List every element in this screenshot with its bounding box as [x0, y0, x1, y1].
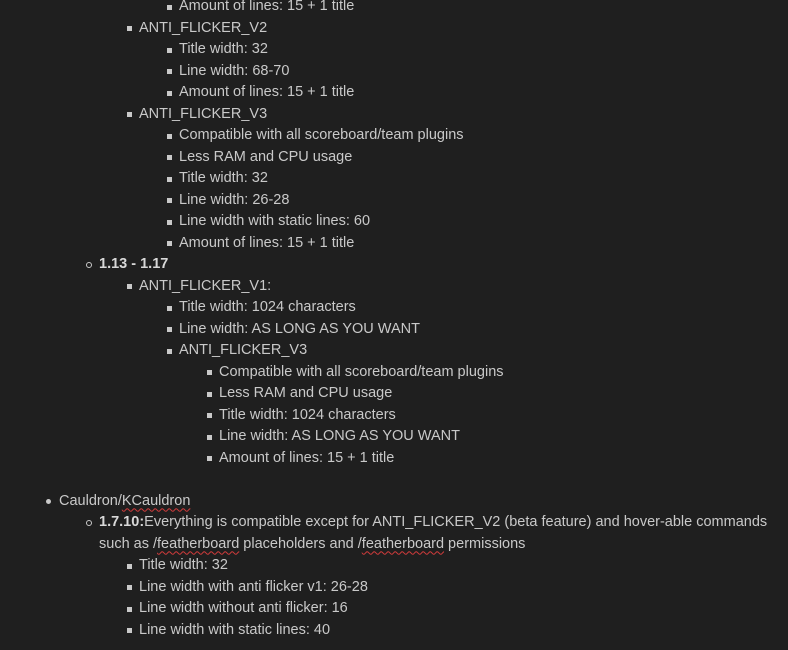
version-text: Everything is compatible except for ANTI_FLICKER_V2 (beta feature) and hover-able commands [144, 514, 768, 530]
version-paragraph [99, 512, 784, 555]
list-item-text: Title width: 32 [139, 557, 228, 573]
list-item [0, 125, 788, 147]
list-item-text: Less RAM and CPU usage [179, 148, 353, 165]
list-item-text: Line width: AS LONG AS YOU WANT [219, 428, 460, 444]
list-item [0, 598, 788, 620]
list-item-text: Title width: 32 [179, 41, 268, 57]
list-item-text: Line width: AS LONG AS YOU WANT [179, 320, 420, 337]
list-item [0, 61, 788, 83]
list-item [0, 82, 788, 104]
list-item-text: Title width: 32 [179, 170, 268, 186]
list-item [0, 340, 788, 362]
list-item [0, 233, 788, 255]
version-text: placeholders and / [239, 535, 362, 552]
list-item-text: Compatible with all scoreboard/team plugins [219, 363, 504, 380]
version-text: such as / [99, 535, 158, 552]
list-item [0, 362, 788, 384]
list-item [0, 211, 788, 233]
list-item-text: Compatible with all scoreboard/team plugins [179, 127, 464, 143]
list-item-text: ANTI_FLICKER_V3 [179, 342, 308, 358]
list-item-text: Line width with static lines: 40 [139, 621, 331, 638]
list-item [0, 190, 788, 212]
list-item [0, 104, 788, 126]
list-item-text: Title width: 1024 characters [219, 406, 396, 423]
version-label: 1.7.10: [99, 514, 145, 530]
list-item [0, 319, 788, 341]
list-item-text: Line width with anti flicker v1: 26-28 [139, 578, 368, 595]
list-item [0, 18, 788, 40]
list-item [0, 39, 788, 61]
list-item [0, 147, 788, 169]
list-item-text: ANTI_FLICKER_V1: [139, 277, 272, 294]
list-item [0, 426, 788, 448]
list-item [0, 448, 788, 470]
misspelled-word: KCauldron [121, 492, 191, 509]
list-item [0, 383, 788, 405]
cauldron-heading: Cauldron/KCauldron [59, 492, 191, 509]
list-item [0, 297, 788, 319]
version-text: permissions [444, 535, 526, 552]
list-item-text: Line width: 26-28 [179, 191, 290, 208]
misspelled-word: featherboard [361, 535, 445, 552]
list-item-text: Line width: 68-70 [179, 62, 290, 79]
list-item [0, 0, 788, 18]
list-item-text: Amount of lines: 15 + 1 title [179, 0, 355, 14]
list-item-text: Less RAM and CPU usage [219, 385, 393, 401]
list-item [0, 276, 788, 298]
list-item [0, 491, 788, 513]
spacer [0, 469, 788, 491]
list-item-text: Line width without anti flicker: 16 [139, 600, 348, 616]
list-item-text: Amount of lines: 15 + 1 title [219, 449, 395, 466]
list-item-text: ANTI_FLICKER_V2 [139, 19, 268, 36]
list-item-text: Amount of lines: 15 + 1 title [179, 84, 355, 100]
list-item [0, 555, 788, 577]
list-item-text: ANTI_FLICKER_V3 [139, 105, 268, 122]
list-item-text: Line width with static lines: 60 [179, 213, 371, 229]
list-item [0, 405, 788, 427]
list-item [0, 620, 788, 642]
list-item [0, 577, 788, 599]
list-item [0, 254, 788, 276]
list-item-text: Amount of lines: 15 + 1 title [179, 234, 355, 251]
list-item [0, 512, 788, 555]
version-heading: 1.13 - 1.17 [99, 256, 169, 272]
list-item-text: Title width: 1024 characters [179, 299, 356, 315]
misspelled-word: featherboard [157, 535, 240, 552]
list-item [0, 168, 788, 190]
